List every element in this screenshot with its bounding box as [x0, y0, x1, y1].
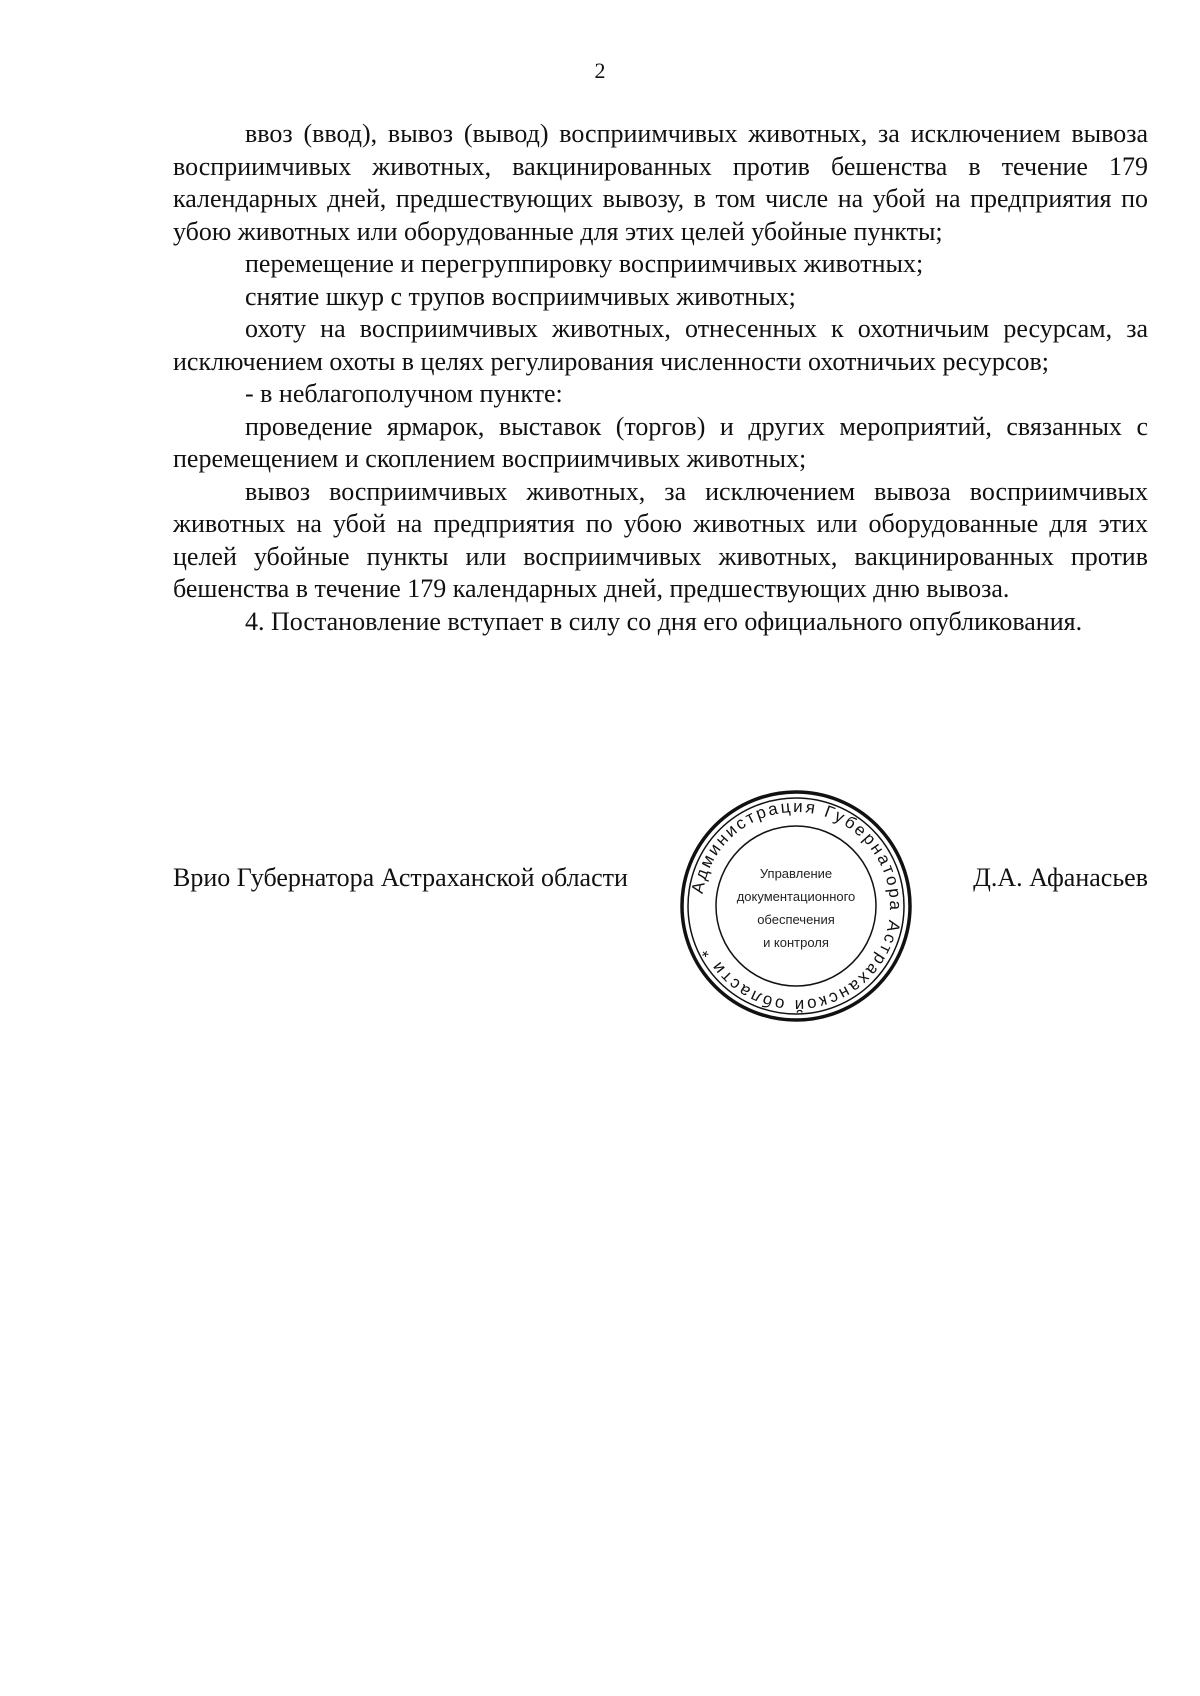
paragraph: охоту на восприимчивых животных, отнесенных к охотничьим ресурсам, за исключением охоты в целях регулирования численности охотничьих ресурсов;	[173, 314, 1148, 376]
paragraph: - в неблагополучном пункте:	[245, 379, 563, 408]
paragraph: ввоз (ввод), вывоз (вывод) восприимчивых животных, за исключением вывоза восприимчивых животных, вакцинированных против бешенства в течение 179 календарных дней, предшествующих вывозу, в том числе на убой на предприятия по убою животных или оборудованные для этих целей убойные пункты;	[173, 119, 1148, 246]
signature-block	[173, 863, 1148, 903]
seal-center-line: документационного	[736, 889, 856, 904]
paragraph: проведение ярмарок, выставок (торгов) и других мероприятий, связанных с перемещением и скоплением восприимчивых животных;	[173, 411, 1148, 473]
official-seal	[676, 786, 916, 1026]
seal-center-line: Управление	[759, 866, 833, 881]
signatory-name: Д.А. Афанасьев	[973, 863, 1148, 892]
document-body	[173, 118, 1148, 638]
seal-ring-text: Администрация Губернатора Астраханской области *	[687, 796, 906, 1016]
paragraph: 4. Постановление вступает в силу со дня его официального опубликования.	[245, 606, 1083, 636]
page-number: 2	[594, 58, 606, 83]
seal-graphic	[676, 786, 916, 1026]
paragraph: снятие шкур с трупов восприимчивых животных;	[245, 281, 796, 311]
paragraph: вывоз восприимчивых животных, за исключением вывоза восприимчивых животных на убой на предприятия по убою животных или оборудованные для этих целей убойные пункты или восприимчивых животных, вакцинированных против бешенства в течение 179 календарных дней, предшествующих дню вывоза.	[173, 476, 1148, 603]
signatory-title: Врио Губернатора Астраханской области	[173, 863, 628, 892]
seal-center-line: и контроля	[763, 935, 829, 950]
seal-center-line: обеспечения	[757, 912, 835, 927]
paragraph: перемещение и перегруппировку восприимчивых животных;	[245, 249, 924, 278]
